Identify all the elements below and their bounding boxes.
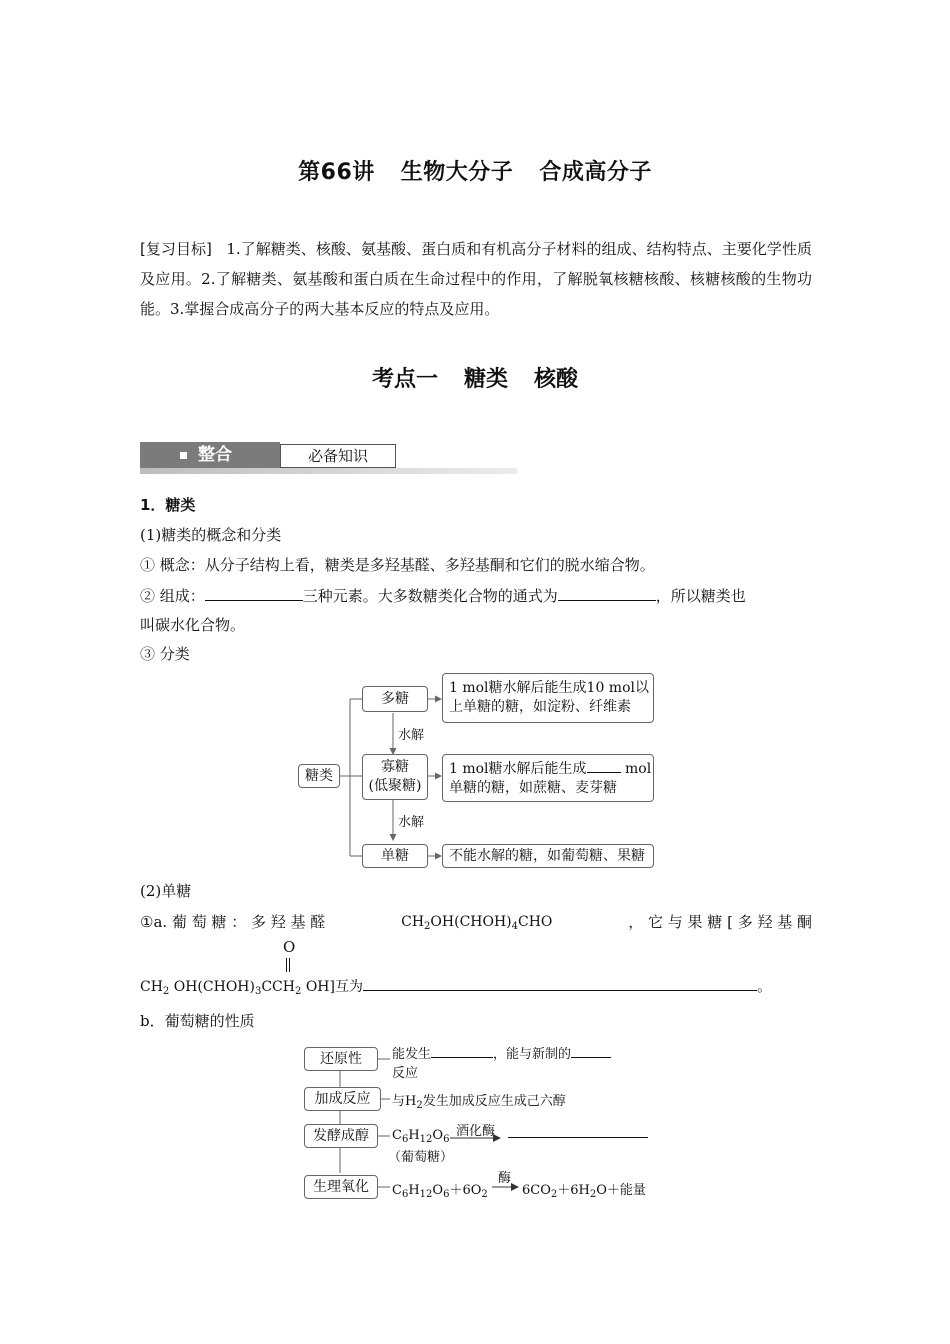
title-part1: 生物大分子 (400, 160, 514, 185)
blank-general-formula[interactable] (558, 584, 656, 601)
section-banner (140, 442, 517, 476)
section-part2: 糖类 (463, 367, 508, 392)
glucose-formula: $CH_2OH(CHOH)_4CHO$ (401, 914, 553, 932)
blank-fermentation-product[interactable] (508, 1137, 648, 1138)
blank-oligo-mol[interactable] (587, 759, 621, 773)
poly-desc-line1: 1 mol糖水解后能生成10 mol以 (449, 680, 649, 696)
desc-monosaccharide: 不能水解的糖，如葡萄糖、果糖 (442, 844, 654, 868)
addition-desc: 与$H_2$发生加成反应生成己六醇 (392, 1094, 566, 1111)
oligo-sublabel: (低聚糖) (368, 778, 422, 794)
prop-addition: 加成反应 (304, 1087, 381, 1111)
reducing-desc: 能发生 ，能与新制的 (392, 1043, 611, 1062)
oligo-desc-unit: mol (625, 760, 652, 777)
composition-line2: 叫碳水化合物。 (140, 616, 246, 634)
desc-oligosaccharide (442, 754, 654, 802)
prop-reducing: 还原性 (304, 1047, 378, 1071)
composition-line (140, 584, 746, 607)
concept-line: ① 概念：从分子结构上看，糖类是多羟基醛、多羟基酮和它们的脱水缩合物。 (140, 556, 655, 574)
oxidation-products: $6CO_2+6H_2O+$能量 (522, 1183, 646, 1200)
glucose-text: ①a. 葡 萄 糖 ： 多 羟 基 醛 (140, 913, 326, 931)
prop-oxidation: 生理氧化 (304, 1175, 378, 1199)
line-period: 。 (756, 977, 772, 995)
blank-reagent[interactable] (571, 1044, 611, 1058)
page-title (0, 155, 950, 186)
double-bond-icon (286, 958, 290, 972)
fructose-carbonyl-o: O (283, 938, 296, 956)
oligo-label: 寡糖 (381, 759, 409, 775)
fructose-formula: $CH_2$ $OH(CHOH)_3CCH_2$ OH]互为 (140, 979, 363, 997)
composition-tail: ，所以糖类也 (655, 587, 746, 605)
square-bullet-icon (180, 452, 187, 459)
reducing-desc-line2: 反应 (392, 1066, 419, 1081)
banner-dark (140, 442, 280, 468)
node-oligosaccharide (362, 754, 428, 800)
review-goals (140, 234, 812, 324)
section-title (0, 362, 950, 393)
banner-dark-label: 整合 (198, 445, 232, 465)
node-monosaccharide: 单糖 (362, 844, 428, 868)
label-hydrolysis-2: 水解 (398, 815, 425, 830)
classify-heading: ③ 分类 (140, 645, 190, 663)
glucose-properties-diagram (300, 1040, 660, 1206)
catalyst-enzyme: 酶 (498, 1171, 512, 1186)
oligo-desc-line1: 1 mol糖水解后能生成 (449, 760, 587, 777)
desc-polysaccharide (442, 673, 654, 723)
title-part2: 合成高分子 (539, 160, 652, 185)
oxidation-reactants: $C_6H_{12}O_6+6O_2$ (392, 1183, 488, 1200)
fermentation-formula: $C_6H_{12}O_6$ (392, 1128, 450, 1145)
blank-elements[interactable] (205, 584, 303, 601)
fermentation-glucose-name: （葡萄糖） (388, 1150, 454, 1165)
catalyst-zymase: 酒化酶 (456, 1124, 496, 1139)
blank-isomer[interactable] (363, 974, 757, 991)
banner-light-label: 必备知识 (280, 444, 396, 468)
prop-fermentation: 发酵成醇 (304, 1124, 378, 1148)
goals-tag: [复习目标] (140, 240, 212, 258)
lecture-number: 第66讲 (298, 160, 375, 185)
section-part1: 考点一 (371, 367, 438, 392)
glucose-props-heading: b．葡萄糖的性质 (140, 1012, 255, 1030)
classification-diagram (290, 668, 670, 874)
fructose-line (140, 974, 772, 1003)
blank-reaction[interactable] (431, 1044, 493, 1058)
label-hydrolysis-1: 水解 (398, 728, 425, 743)
node-polysaccharide: 多糖 (362, 686, 428, 712)
heading-sugars: 1．糖类 (140, 496, 196, 514)
oligo-desc-line2: 单糖的糖，如蔗糖、麦芽糖 (449, 779, 617, 796)
node-sugars: 糖类 (298, 764, 340, 788)
glucose-line (140, 911, 812, 938)
banner-underline (140, 468, 517, 474)
heading-concept-classification: (1)糖类的概念和分类 (140, 526, 282, 544)
section-part3: 核酸 (534, 367, 579, 392)
composition-text: 三种元素。大多数糖类化合物的通式为 (302, 587, 558, 605)
goals-text: 1.了解糖类、核酸、氨基酸、蛋白质和有机高分子材料的组成、结构特点、主要化学性质及应用。2.了解糖类、氨基酸和蛋白质在生命过程中的作用，了解脱氧核糖核酸、核糖核酸的生物功能。3.掌握合成高分子的两大基本反应的特点及应用。 (140, 240, 812, 318)
fructose-intro: ， 它 与 果 糖 [ 多 羟 基 酮 (628, 913, 812, 931)
heading-monosaccharide: (2)单糖 (140, 882, 192, 900)
poly-desc-line2: 上单糖的糖，如淀粉、纤维素 (449, 699, 631, 715)
composition-label: ② 组成： (140, 587, 205, 605)
